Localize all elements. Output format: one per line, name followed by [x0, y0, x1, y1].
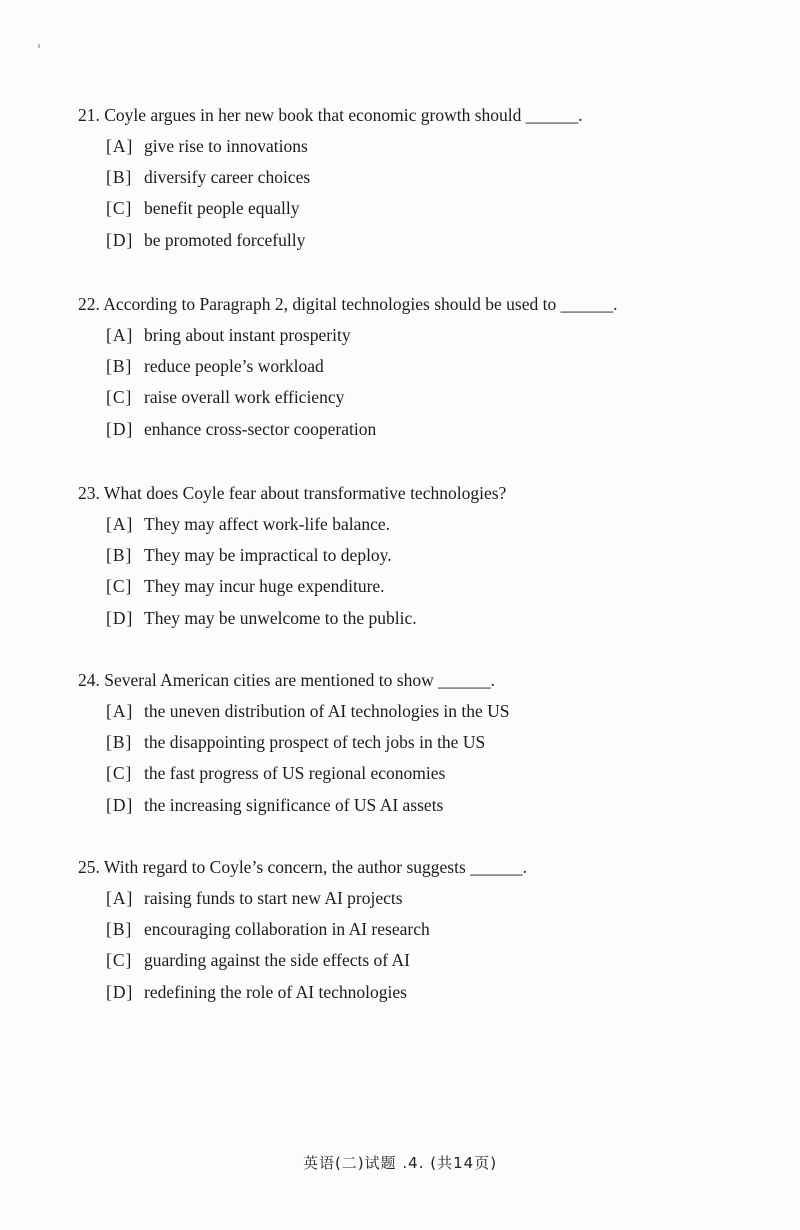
option-letter: [D] [106, 794, 134, 815]
question-23 [78, 482, 768, 638]
question-24 [78, 669, 768, 825]
option-c [106, 197, 768, 219]
option-a [106, 324, 768, 346]
option-letter: [C] [106, 198, 133, 219]
option-b [106, 166, 768, 188]
scan-mark [38, 44, 40, 48]
question-stem: 21. Coyle argues in her new book that economic growth should ______. [78, 105, 583, 125]
option-c [106, 762, 768, 784]
option-a [106, 513, 768, 535]
option-text: raising funds to start new AI projects [144, 888, 403, 908]
option-letter: [B] [106, 919, 133, 940]
option-letter: [A] [106, 514, 134, 534]
question-22 [78, 293, 768, 449]
option-text: They may be impractical to deploy. [144, 545, 392, 566]
option-text: reduce people’s workload [144, 356, 324, 377]
option-text: benefit people equally [144, 198, 300, 219]
option-b [106, 731, 768, 753]
option-b [106, 918, 768, 940]
question-stem: 22. According to Paragraph 2, digital technologies should be used to ______. [78, 294, 618, 314]
option-d [106, 418, 768, 440]
option-letter: [D] [106, 981, 134, 1002]
question-stem: 25. With regard to Coyle’s concern, the author suggests ______. [78, 857, 528, 877]
option-text: guarding against the side effects of AI [144, 950, 410, 971]
option-list [78, 324, 768, 440]
option-d [106, 794, 768, 816]
option-letter: [C] [106, 387, 133, 408]
option-list [78, 887, 768, 1003]
option-text: be promoted forcefully [144, 229, 306, 250]
option-text: give rise to innovations [144, 136, 308, 156]
option-text: diversify career choices [144, 167, 311, 188]
option-c [106, 386, 768, 408]
option-b [106, 355, 768, 377]
option-c [106, 949, 768, 971]
option-b [106, 544, 768, 566]
question-stem: 23. What does Coyle fear about transformative technologies? [78, 483, 507, 503]
option-text: They may affect work-life balance. [144, 514, 391, 534]
option-a [106, 135, 768, 157]
question-21 [78, 104, 768, 260]
option-text: the disappointing prospect of tech jobs in the US [144, 732, 486, 753]
option-d [106, 607, 768, 629]
option-letter: [B] [106, 356, 133, 377]
option-letter: [B] [106, 545, 133, 566]
page-footer: 英语(二)试题 .4. (共14页) [302, 1154, 498, 1172]
option-list [78, 135, 768, 251]
option-text: bring about instant prosperity [144, 325, 351, 345]
option-letter: [B] [106, 732, 133, 753]
option-text: They may be unwelcome to the public. [144, 607, 417, 628]
option-letter: [D] [106, 229, 134, 250]
option-letter: [C] [106, 576, 133, 597]
option-a [106, 887, 768, 909]
option-letter: [A] [106, 136, 134, 156]
option-text: encouraging collaboration in AI research [144, 919, 430, 940]
option-text: the increasing significance of US AI assets [144, 794, 444, 815]
option-text: raise overall work efficiency [144, 387, 345, 408]
option-letter: [B] [106, 167, 133, 188]
option-letter: [A] [106, 888, 134, 908]
option-list [78, 513, 768, 629]
option-text: redefining the role of AI technologies [144, 981, 407, 1002]
option-a [106, 700, 768, 722]
option-letter: [C] [106, 950, 133, 971]
question-25 [78, 856, 768, 1012]
option-text: They may incur huge expenditure. [144, 576, 385, 597]
option-text: the uneven distribution of AI technologies in the US [144, 701, 510, 721]
option-text: enhance cross-sector cooperation [144, 418, 377, 439]
option-letter: [A] [106, 325, 134, 345]
option-letter: [C] [106, 763, 133, 784]
option-c [106, 575, 768, 597]
option-letter: [A] [106, 701, 134, 721]
option-d [106, 229, 768, 251]
option-list [78, 700, 768, 816]
option-text: the fast progress of US regional economies [144, 763, 446, 784]
option-d [106, 981, 768, 1003]
question-stem: 24. Several American cities are mentioned to show ______. [78, 670, 495, 690]
option-letter: [D] [106, 607, 134, 628]
option-letter: [D] [106, 418, 134, 439]
